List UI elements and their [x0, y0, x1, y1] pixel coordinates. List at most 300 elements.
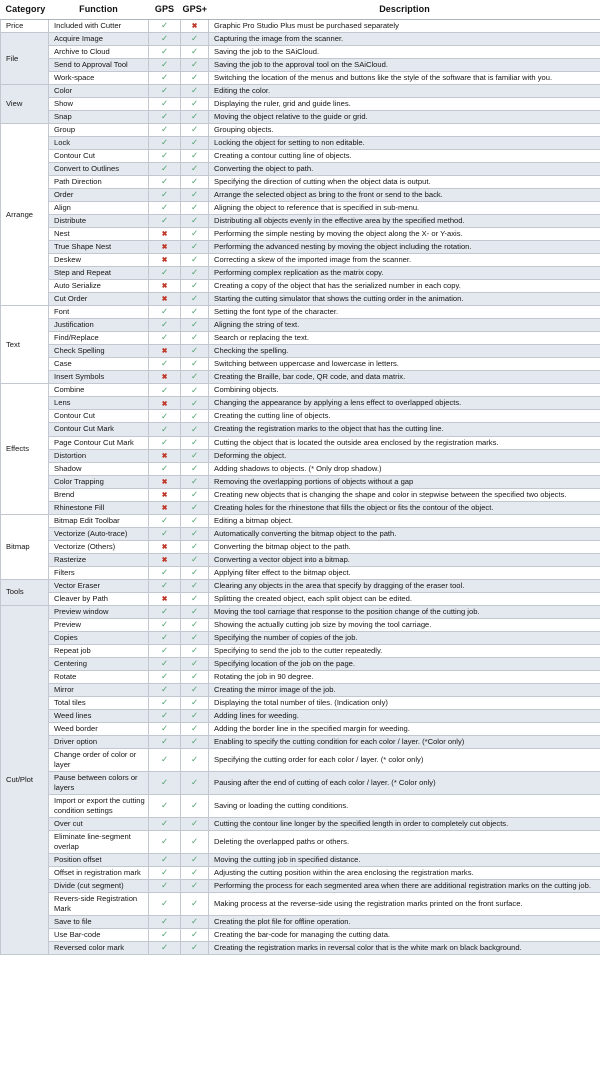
description-cell: Enabling to specify the cutting condition for each color / layer. (*Color only) — [209, 735, 600, 748]
table-row — [1, 475, 600, 488]
gps-support-cell — [149, 794, 181, 817]
table-row — [1, 280, 600, 293]
check-icon: ✓ — [190, 916, 199, 927]
description-cell: Creating the bar-code for managing the cutting data. — [209, 929, 600, 942]
table-row — [1, 501, 600, 514]
cross-icon: ✖ — [161, 348, 168, 356]
description-cell: Locking the object for setting to non editable. — [209, 137, 600, 150]
category-cell: Price — [1, 20, 49, 33]
cross-icon: ✖ — [161, 452, 168, 460]
gps-support-cell — [149, 371, 181, 384]
function-cell: Send to Approval Tool — [49, 59, 149, 72]
function-cell: Group — [49, 124, 149, 137]
description-cell: Moving the cutting job in specified distance. — [209, 854, 600, 867]
table-row — [1, 176, 600, 189]
gps-support-cell — [149, 189, 181, 202]
function-cell: Divide (cut segment) — [49, 880, 149, 893]
check-icon: ✓ — [190, 163, 199, 174]
function-cell: Copies — [49, 631, 149, 644]
table-row — [1, 397, 600, 410]
gps-support-cell — [149, 579, 181, 592]
gps-plus-support-cell — [181, 501, 209, 514]
gps-support-cell — [149, 46, 181, 59]
description-cell: Saving or loading the cutting conditions. — [209, 794, 600, 817]
gps-support-cell — [149, 111, 181, 124]
check-icon: ✓ — [160, 332, 169, 343]
table-row — [1, 488, 600, 501]
table-row — [1, 527, 600, 540]
cross-icon: ✖ — [161, 231, 168, 239]
check-icon: ✓ — [190, 818, 199, 829]
category-cell: Effects — [1, 384, 49, 514]
gps-plus-support-cell — [181, 449, 209, 462]
table-row — [1, 540, 600, 553]
description-cell: Specifying location of the job on the page. — [209, 657, 600, 670]
gps-support-cell — [149, 605, 181, 618]
check-icon: ✓ — [160, 854, 169, 865]
gps-plus-support-cell — [181, 319, 209, 332]
table-header — [1, 0, 600, 20]
function-cell: Snap — [49, 111, 149, 124]
check-icon: ✓ — [190, 436, 199, 447]
gps-plus-support-cell — [181, 514, 209, 527]
gps-support-cell — [149, 527, 181, 540]
description-cell: Performing the simple nesting by moving the object along the X- or Y-axis. — [209, 228, 600, 241]
gps-plus-support-cell — [181, 462, 209, 475]
gps-plus-support-cell — [181, 72, 209, 85]
function-cell: Change order of color or layer — [49, 748, 149, 771]
gps-plus-support-cell — [181, 20, 209, 33]
description-cell: Converting a vector object into a bitmap. — [209, 553, 600, 566]
check-icon: ✓ — [160, 942, 169, 953]
description-cell: Specifying the cutting order for each color / layer. (* color only) — [209, 748, 600, 771]
check-icon: ✓ — [190, 501, 199, 512]
gps-plus-support-cell — [181, 358, 209, 371]
gps-plus-support-cell — [181, 371, 209, 384]
description-cell: Specifying the number of copies of the job. — [209, 631, 600, 644]
function-cell: Rhinestone Fill — [49, 501, 149, 514]
table-row — [1, 46, 600, 59]
category-cell: View — [1, 85, 49, 124]
category-cell: Arrange — [1, 124, 49, 306]
gps-support-cell — [149, 618, 181, 631]
check-icon: ✓ — [190, 384, 199, 395]
description-cell: Aligning the object to reference that is specified in sub-menu. — [209, 202, 600, 215]
check-icon: ✓ — [190, 306, 199, 317]
check-icon: ✓ — [160, 163, 169, 174]
check-icon: ✓ — [190, 345, 199, 356]
function-cell: Distortion — [49, 449, 149, 462]
check-icon: ✓ — [190, 514, 199, 525]
table-row — [1, 514, 600, 527]
gps-plus-support-cell — [181, 605, 209, 618]
gps-support-cell — [149, 916, 181, 929]
cross-icon: ✖ — [161, 257, 168, 265]
function-cell: Acquire Image — [49, 33, 149, 46]
table-row — [1, 854, 600, 867]
function-cell: Shadow — [49, 462, 149, 475]
cross-icon: ✖ — [161, 374, 168, 382]
description-cell: Editing the color. — [209, 85, 600, 98]
gps-support-cell — [149, 384, 181, 397]
check-icon: ✓ — [190, 618, 199, 629]
check-icon: ✓ — [190, 46, 199, 57]
check-icon: ✓ — [190, 59, 199, 70]
gps-plus-support-cell — [181, 85, 209, 98]
column-header-function: Function — [49, 0, 149, 20]
description-cell: Moving the object relative to the guide or grid. — [209, 111, 600, 124]
description-cell: Switching between uppercase and lowercase in letters. — [209, 358, 600, 371]
gps-plus-support-cell — [181, 254, 209, 267]
check-icon: ✓ — [190, 753, 199, 764]
description-cell: Creating the registration marks in reversal color that is the white mark on black background. — [209, 942, 600, 955]
table-row — [1, 215, 600, 228]
category-cell: File — [1, 33, 49, 85]
table-row — [1, 293, 600, 306]
description-cell: Aligning the string of text. — [209, 319, 600, 332]
check-icon: ✓ — [190, 449, 199, 460]
function-cell: Font — [49, 306, 149, 319]
gps-support-cell — [149, 514, 181, 527]
function-cell: Page Contour Cut Mark — [49, 436, 149, 449]
gps-plus-support-cell — [181, 293, 209, 306]
gps-support-cell — [149, 735, 181, 748]
header-row — [1, 0, 600, 20]
column-header-category: Category — [1, 0, 49, 20]
check-icon: ✓ — [190, 462, 199, 473]
gps-plus-support-cell — [181, 137, 209, 150]
table-row — [1, 735, 600, 748]
description-cell: Performing complex replication as the matrix copy. — [209, 267, 600, 280]
check-icon: ✓ — [160, 735, 169, 746]
category-cell: Text — [1, 306, 49, 384]
gps-plus-support-cell — [181, 124, 209, 137]
table-row — [1, 371, 600, 384]
table-row — [1, 150, 600, 163]
description-cell: Converting the object to path. — [209, 163, 600, 176]
gps-plus-support-cell — [181, 830, 209, 853]
check-icon: ✓ — [160, 215, 169, 226]
description-cell: Converting the bitmap object to the path. — [209, 540, 600, 553]
gps-support-cell — [149, 880, 181, 893]
function-cell: Find/Replace — [49, 332, 149, 345]
check-icon: ✓ — [190, 423, 199, 434]
function-cell: Color — [49, 85, 149, 98]
gps-support-cell — [149, 592, 181, 605]
description-cell: Setting the font type of the character. — [209, 306, 600, 319]
check-icon: ✓ — [190, 722, 199, 733]
check-icon: ✓ — [160, 818, 169, 829]
gps-support-cell — [149, 176, 181, 189]
description-cell: Adding the border line in the specified margin for weeding. — [209, 722, 600, 735]
table-row — [1, 189, 600, 202]
gps-support-cell — [149, 709, 181, 722]
function-cell: Save to file — [49, 916, 149, 929]
gps-plus-support-cell — [181, 722, 209, 735]
description-cell: Capturing the image from the scanner. — [209, 33, 600, 46]
function-cell: Rasterize — [49, 553, 149, 566]
check-icon: ✓ — [160, 384, 169, 395]
gps-plus-support-cell — [181, 657, 209, 670]
function-cell: Cleaver by Path — [49, 592, 149, 605]
gps-plus-support-cell — [181, 410, 209, 423]
function-cell: True Shape Nest — [49, 241, 149, 254]
check-icon: ✓ — [190, 254, 199, 265]
check-icon: ✓ — [160, 150, 169, 161]
check-icon: ✓ — [190, 111, 199, 122]
check-icon: ✓ — [190, 605, 199, 616]
cross-icon: ✖ — [161, 595, 168, 603]
function-cell: Lock — [49, 137, 149, 150]
description-cell: Saving the job to the SAiCloud. — [209, 46, 600, 59]
gps-plus-support-cell — [181, 241, 209, 254]
gps-plus-support-cell — [181, 475, 209, 488]
check-icon: ✓ — [190, 566, 199, 577]
check-icon: ✓ — [160, 644, 169, 655]
table-row — [1, 111, 600, 124]
check-icon: ✓ — [190, 696, 199, 707]
check-icon: ✓ — [160, 410, 169, 421]
description-cell: Applying filter effect to the bitmap object. — [209, 566, 600, 579]
check-icon: ✓ — [160, 111, 169, 122]
table-row — [1, 916, 600, 929]
check-icon: ✓ — [190, 898, 199, 909]
function-cell: Check Spelling — [49, 345, 149, 358]
description-cell: Deforming the object. — [209, 449, 600, 462]
table-row — [1, 618, 600, 631]
check-icon: ✓ — [160, 683, 169, 694]
gps-plus-support-cell — [181, 696, 209, 709]
function-cell: Filters — [49, 566, 149, 579]
check-icon: ✓ — [190, 540, 199, 551]
function-cell: Vectorize (Auto-trace) — [49, 527, 149, 540]
description-cell: Correcting a skew of the imported image from the scanner. — [209, 254, 600, 267]
check-icon: ✓ — [160, 33, 169, 44]
check-icon: ✓ — [190, 267, 199, 278]
description-cell: Adding shadows to objects. (* Only drop shadow.) — [209, 462, 600, 475]
check-icon: ✓ — [160, 176, 169, 187]
check-icon: ✓ — [160, 59, 169, 70]
check-icon: ✓ — [190, 85, 199, 96]
check-icon: ✓ — [190, 280, 199, 291]
description-cell: Clearing any objects in the area that specify by dragging of the eraser tool. — [209, 579, 600, 592]
gps-support-cell — [149, 488, 181, 501]
function-cell: Lens — [49, 397, 149, 410]
function-cell: Color Trapping — [49, 475, 149, 488]
table-row — [1, 696, 600, 709]
gps-plus-support-cell — [181, 384, 209, 397]
gps-support-cell — [149, 319, 181, 332]
gps-plus-support-cell — [181, 59, 209, 72]
check-icon: ✓ — [190, 854, 199, 865]
table-row — [1, 867, 600, 880]
gps-support-cell — [149, 150, 181, 163]
cross-icon: ✖ — [161, 283, 168, 291]
gps-plus-support-cell — [181, 202, 209, 215]
function-cell: Align — [49, 202, 149, 215]
gps-plus-support-cell — [181, 332, 209, 345]
check-icon: ✓ — [160, 836, 169, 847]
gps-support-cell — [149, 241, 181, 254]
gps-support-cell — [149, 631, 181, 644]
check-icon: ✓ — [160, 189, 169, 200]
gps-support-cell — [149, 267, 181, 280]
table-row — [1, 267, 600, 280]
gps-support-cell — [149, 722, 181, 735]
cross-icon: ✖ — [161, 296, 168, 304]
gps-support-cell — [149, 449, 181, 462]
description-cell: Creating the registration marks to the object that has the cutting line. — [209, 423, 600, 436]
description-cell: Saving the job to the approval tool on the SAiCloud. — [209, 59, 600, 72]
check-icon: ✓ — [190, 72, 199, 83]
check-icon: ✓ — [190, 215, 199, 226]
gps-support-cell — [149, 817, 181, 830]
table-row — [1, 85, 600, 98]
check-icon: ✓ — [160, 776, 169, 787]
check-icon: ✓ — [190, 929, 199, 940]
check-icon: ✓ — [160, 72, 169, 83]
check-icon: ✓ — [190, 241, 199, 252]
check-icon: ✓ — [160, 657, 169, 668]
gps-plus-support-cell — [181, 267, 209, 280]
description-cell: Checking the spelling. — [209, 345, 600, 358]
table-row — [1, 830, 600, 853]
table-row — [1, 358, 600, 371]
column-header-gps-plus: GPS+ — [181, 0, 209, 20]
check-icon: ✓ — [160, 605, 169, 616]
check-icon: ✓ — [160, 306, 169, 317]
description-cell: Performing the process for each segmented area when there are additional registration marks on the cutting job. — [209, 880, 600, 893]
table-row — [1, 72, 600, 85]
function-cell: Contour Cut — [49, 150, 149, 163]
check-icon: ✓ — [190, 880, 199, 891]
description-cell: Pausing after the end of cutting of each color / layer. (* Color only) — [209, 771, 600, 794]
check-icon: ✓ — [190, 670, 199, 681]
function-cell: Pause between colors or layers — [49, 771, 149, 794]
gps-plus-support-cell — [181, 880, 209, 893]
cross-icon: ✖ — [161, 504, 168, 512]
check-icon: ✓ — [190, 475, 199, 486]
description-cell: Distributing all objects evenly in the effective area by the specified method. — [209, 215, 600, 228]
gps-plus-support-cell — [181, 98, 209, 111]
gps-support-cell — [149, 670, 181, 683]
gps-support-cell — [149, 540, 181, 553]
function-cell: Vector Eraser — [49, 579, 149, 592]
gps-support-cell — [149, 501, 181, 514]
function-cell: Archive to Cloud — [49, 46, 149, 59]
gps-support-cell — [149, 553, 181, 566]
gps-plus-support-cell — [181, 916, 209, 929]
check-icon: ✓ — [190, 332, 199, 343]
function-cell: Eliminate line-segment overlap — [49, 830, 149, 853]
function-cell: Position offset — [49, 854, 149, 867]
cross-icon: ✖ — [191, 23, 198, 31]
gps-support-cell — [149, 644, 181, 657]
table-row — [1, 59, 600, 72]
check-icon: ✓ — [190, 189, 199, 200]
check-icon: ✓ — [160, 696, 169, 707]
check-icon: ✓ — [160, 358, 169, 369]
function-cell: Cut Order — [49, 293, 149, 306]
check-icon: ✓ — [190, 371, 199, 382]
check-icon: ✓ — [190, 592, 199, 603]
gps-plus-support-cell — [181, 306, 209, 319]
table-row — [1, 942, 600, 955]
gps-support-cell — [149, 332, 181, 345]
description-cell: Creating the mirror image of the job. — [209, 683, 600, 696]
check-icon: ✓ — [190, 657, 199, 668]
gps-plus-support-cell — [181, 345, 209, 358]
description-cell: Displaying the total number of tiles. (Indication only) — [209, 696, 600, 709]
check-icon: ✓ — [190, 683, 199, 694]
table-row — [1, 579, 600, 592]
table-body — [1, 20, 600, 955]
check-icon: ✓ — [160, 423, 169, 434]
function-cell: Preview — [49, 618, 149, 631]
check-icon: ✓ — [190, 150, 199, 161]
check-icon: ✓ — [160, 527, 169, 538]
check-icon: ✓ — [190, 800, 199, 810]
check-icon: ✓ — [190, 358, 199, 369]
check-icon: ✓ — [190, 631, 199, 642]
gps-plus-support-cell — [181, 735, 209, 748]
function-cell: Bitmap Edit Toolbar — [49, 514, 149, 527]
gps-support-cell — [149, 475, 181, 488]
check-icon: ✓ — [190, 33, 199, 44]
gps-support-cell — [149, 33, 181, 46]
function-cell: Step and Repeat — [49, 267, 149, 280]
table-row — [1, 880, 600, 893]
table-row — [1, 462, 600, 475]
gps-support-cell — [149, 85, 181, 98]
table-row — [1, 228, 600, 241]
function-cell: Order — [49, 189, 149, 202]
description-cell: Creating the plot file for offline operation. — [209, 916, 600, 929]
gps-plus-support-cell — [181, 111, 209, 124]
function-cell: Contour Cut Mark — [49, 423, 149, 436]
function-cell: Vectorize (Others) — [49, 540, 149, 553]
description-cell: Displaying the ruler, grid and guide lines. — [209, 98, 600, 111]
check-icon: ✓ — [160, 319, 169, 330]
description-cell: Arrange the selected object as bring to the front or send to the back. — [209, 189, 600, 202]
check-icon: ✓ — [160, 20, 169, 31]
gps-plus-support-cell — [181, 163, 209, 176]
check-icon: ✓ — [190, 867, 199, 878]
column-header-description: Description — [209, 0, 600, 20]
gps-plus-support-cell — [181, 748, 209, 771]
table-row — [1, 384, 600, 397]
check-icon: ✓ — [190, 735, 199, 746]
function-cell: Mirror — [49, 683, 149, 696]
gps-plus-support-cell — [181, 540, 209, 553]
check-icon: ✓ — [190, 293, 199, 304]
gps-support-cell — [149, 748, 181, 771]
cross-icon: ✖ — [161, 244, 168, 252]
check-icon: ✓ — [160, 800, 169, 810]
check-icon: ✓ — [190, 202, 199, 213]
category-cell: Tools — [1, 579, 49, 605]
description-cell: Removing the overlapping portions of objects without a gap — [209, 475, 600, 488]
function-cell: Weed lines — [49, 709, 149, 722]
check-icon: ✓ — [160, 436, 169, 447]
gps-support-cell — [149, 202, 181, 215]
function-cell: Reversed color mark — [49, 942, 149, 955]
table-row — [1, 592, 600, 605]
description-cell: Specifying the direction of cutting when the object data is output. — [209, 176, 600, 189]
gps-plus-support-cell — [181, 867, 209, 880]
gps-support-cell — [149, 830, 181, 853]
description-cell: Showing the actually cutting job size by moving the tool carriage. — [209, 618, 600, 631]
